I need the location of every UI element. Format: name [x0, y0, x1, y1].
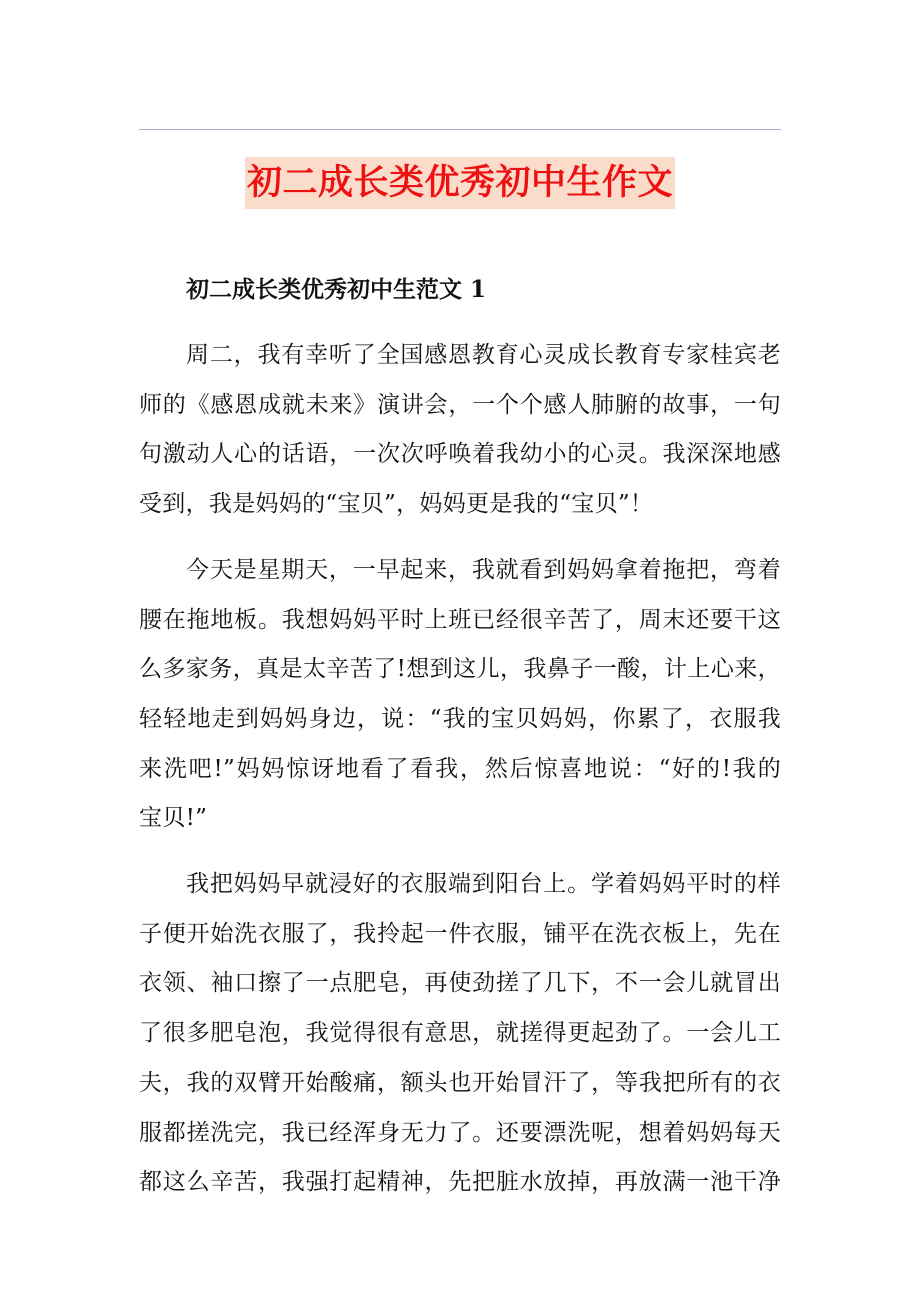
paragraph-line: 今天是星期天，一早起来，我就看到妈妈拿着拖把，弯着	[186, 556, 781, 583]
paragraph-line: 师的《感恩成就未来》演讲会，一个个感人肺腑的故事，一句	[139, 391, 781, 418]
paragraph-line: 夫，我的双臂开始酸痛，额头也开始冒汗了，等我把所有的衣	[139, 1069, 781, 1096]
paragraph-line: 受到，我是妈妈的“宝贝”，妈妈更是我的“宝贝”！	[139, 491, 654, 518]
title-container	[0, 157, 920, 209]
paragraph-line: 我把妈妈早就浸好的衣服端到阳台上。学着妈妈平时的样	[186, 871, 781, 898]
paragraph-line: 句激动人心的话语，一次次呼唤着我幼小的心灵。我深深地感	[139, 441, 781, 468]
paragraph-2	[139, 546, 781, 844]
paragraph-line: 来洗吧!”妈妈惊讶地看了看我，然后惊喜地说：“好的!我的	[139, 755, 781, 782]
document-body	[139, 265, 781, 1208]
paragraph-line: 么多家务，真是太辛苦了!想到这儿，我鼻子一酸，计上心来，	[139, 656, 781, 683]
paragraph-line: 了很多肥皂泡，我觉得很有意思，就搓得更起劲了。一会儿工	[139, 1020, 781, 1047]
paragraph-line: 周二，我有幸听了全国感恩教育心灵成长教育专家桂宾老	[186, 342, 781, 368]
paragraph-line: 都这么辛苦，我强打起精神，先把脏水放掉，再放满一池干净	[139, 1169, 781, 1196]
paragraph-line: 轻轻地走到妈妈身边，说：“我的宝贝妈妈，你累了，衣服我	[139, 705, 781, 732]
paragraph-line: 衣领、袖口擦了一点肥皂，再使劲搓了几下，不一会儿就冒出	[139, 970, 781, 997]
paragraph-line: 子便开始洗衣服了，我拎起一件衣服，铺平在洗衣板上，先在	[139, 920, 781, 947]
paragraph-3	[139, 860, 781, 1208]
top-divider-line	[139, 129, 781, 130]
document-title: 初二成长类优秀初中生作文	[245, 157, 675, 209]
paragraph-line: 服都搓洗完，我已经浑身无力了。还要漂洗呢，想着妈妈每天	[139, 1119, 781, 1146]
paragraph-line: 腰在拖地板。我想妈妈平时上班已经很辛苦了，周末还要干这	[139, 606, 781, 633]
paragraph-1	[139, 331, 781, 530]
paragraph-line: 宝贝!”	[139, 805, 208, 832]
section-heading: 初二成长类优秀初中生范文 1	[186, 276, 487, 303]
